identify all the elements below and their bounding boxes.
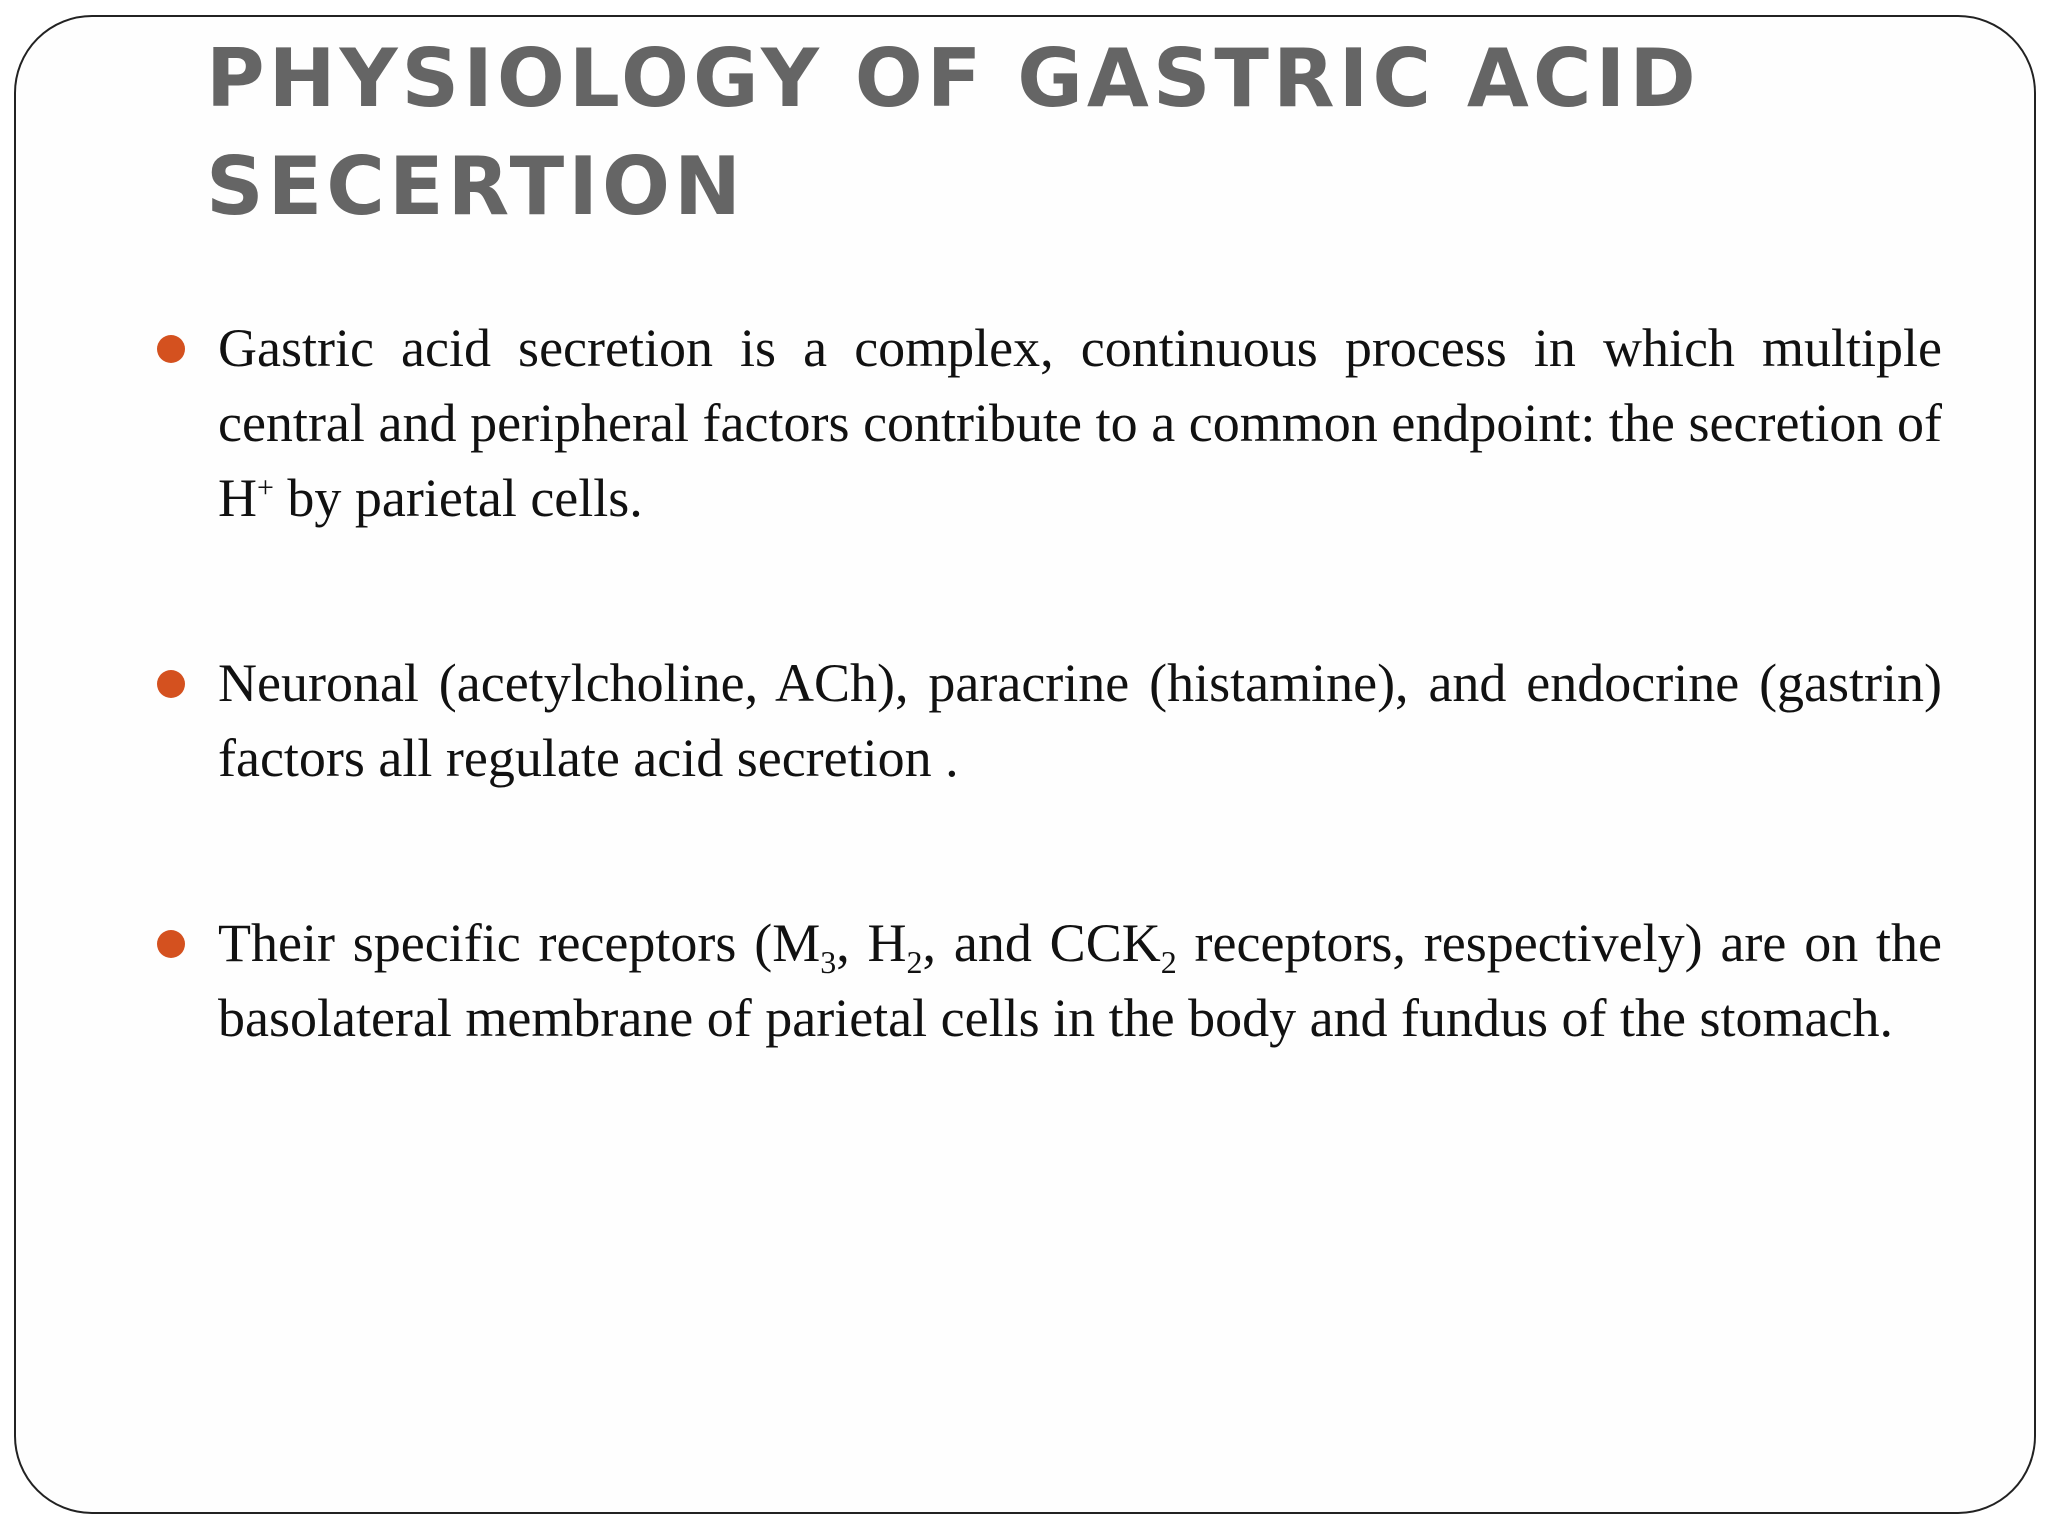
bullet-text: Neuronal (acetylcholine, ACh), paracrine (histamine), and endocrine (gastrin) factors all regulate acid secretion .	[218, 653, 1942, 788]
bullet-item	[157, 646, 1942, 796]
bullet-text: , H	[836, 913, 907, 973]
bullet-text: Their specific receptors (M	[218, 913, 821, 973]
bullet-text: , and CCK	[922, 913, 1161, 973]
bullet-text-tail: by parietal cells.	[273, 468, 643, 528]
slide-content	[14, 15, 2036, 1514]
bullet-dot-icon	[157, 930, 185, 958]
bullet-dot-icon	[157, 670, 185, 698]
subscript: 3	[820, 943, 837, 980]
bullet-text: Gastric acid secretion is a complex, continuous process in which multiple central and peripheral factors contribute to a common endpoint: the secretion of H	[218, 318, 1942, 528]
title-line-2: SECERTION	[206, 140, 745, 233]
title-line-1: PHYSIOLOGY OF GASTRIC ACID	[206, 32, 1700, 125]
bullet-list	[157, 311, 1942, 1056]
bullet-item	[157, 906, 1942, 1056]
bullet-item	[157, 311, 1942, 536]
slide-title	[206, 25, 1806, 241]
subscript: 2	[1160, 943, 1177, 980]
bullet-dot-icon	[157, 335, 185, 363]
subscript: 2	[906, 943, 923, 980]
superscript: +	[257, 471, 274, 504]
bullet-text: receptors, respectively) are on the basolateral membrane of parietal cells in the body and fundus of the stomach.	[218, 913, 1943, 1048]
